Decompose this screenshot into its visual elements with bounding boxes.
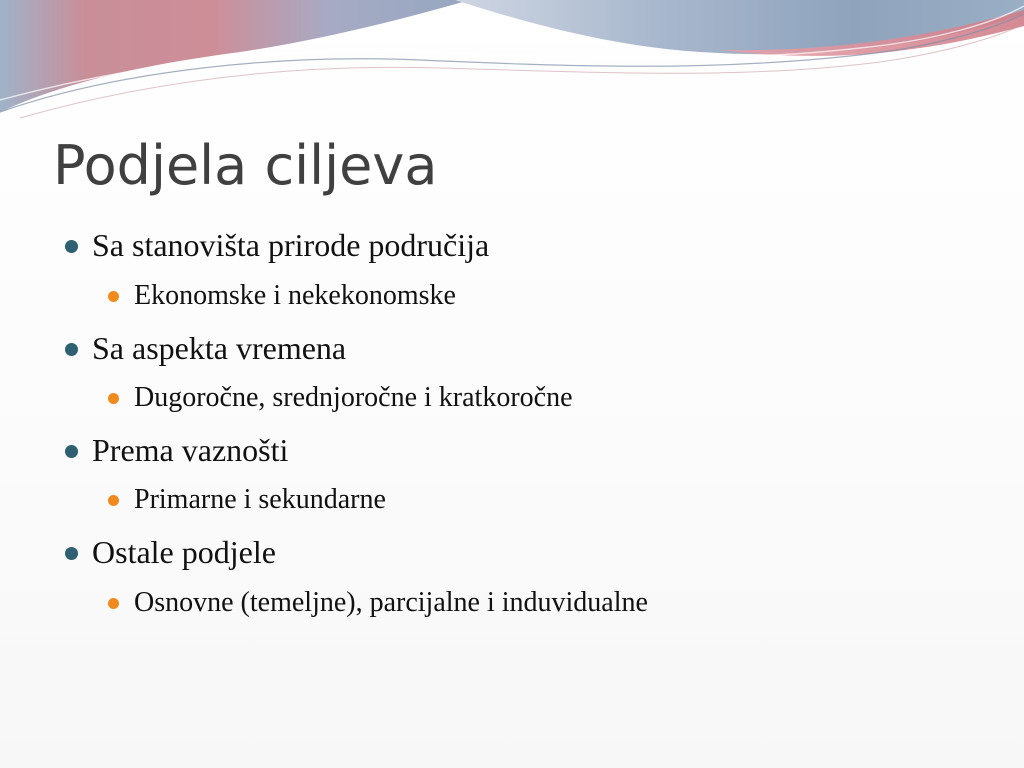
bullet-dot-icon: [108, 393, 119, 404]
bullet-text: Prema vaznošti: [92, 432, 289, 468]
bullet-text: Ostale podjele: [92, 534, 276, 570]
bullet-dot-icon: [65, 240, 78, 253]
bullet-item-level1: [92, 532, 276, 572]
bullet-dot-icon: [108, 291, 119, 302]
header-wave-decoration: [0, 0, 1024, 120]
bullet-item-level1: [92, 430, 288, 470]
bullet-text: Dugoročne, srednjoročne i kratkoročne: [134, 382, 573, 413]
bullet-dot-icon: [65, 547, 78, 560]
bullet-dot-icon: [65, 343, 78, 356]
bullet-dot-icon: [108, 598, 119, 609]
bullet-text: Primarne i sekundarne: [134, 484, 386, 515]
bullet-dot-icon: [108, 495, 119, 506]
bullet-item-level1: [92, 225, 489, 265]
bullet-text: Sa aspekta vremena: [92, 330, 347, 366]
bullet-item-level2: [134, 585, 648, 621]
bullet-item-level2: [134, 482, 386, 518]
bullet-text: Ekonomske i nekekonomske: [134, 280, 456, 311]
slide-title: Podjela ciljeva: [53, 134, 438, 197]
bullet-text: Osnovne (temeljne), parcijalne i induvidualne: [134, 587, 648, 618]
bullet-item-level1: [92, 328, 346, 368]
bullet-text: Sa stanovišta prirode područija: [92, 227, 490, 263]
bullet-item-level2: [134, 380, 573, 416]
bullet-item-level2: [134, 278, 456, 314]
bullet-dot-icon: [65, 445, 78, 458]
